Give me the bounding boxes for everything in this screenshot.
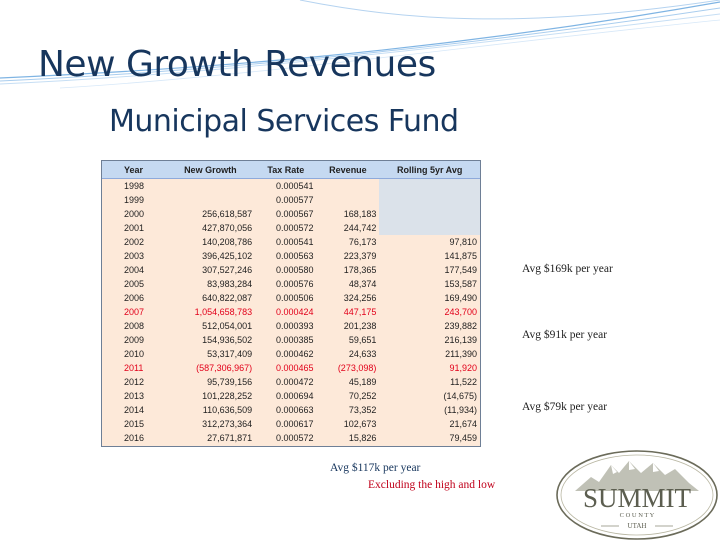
- cell-rolling-avg: 153,587: [444, 279, 477, 289]
- cell-tax-rate: 0.000472: [276, 377, 314, 387]
- table-row: [102, 207, 480, 221]
- column-header-tax-rate: Tax Rate: [255, 161, 316, 179]
- note-excluding-high-low: Excluding the high and low: [368, 479, 496, 491]
- cell-year: 2016: [124, 433, 145, 443]
- column-header-rolling-avg: Rolling 5yr Avg: [379, 161, 480, 179]
- revenue-table: [101, 160, 481, 447]
- cell-year: 2000: [124, 209, 145, 219]
- cell-year: 2008: [124, 321, 145, 331]
- cell-year: 1998: [124, 181, 145, 191]
- cell-tax-rate: 0.000572: [276, 223, 314, 233]
- cell-revenue: 447,175: [343, 307, 377, 317]
- cell-tax-rate: 0.000577: [276, 195, 314, 205]
- cell-rolling-avg: 21,674: [449, 419, 477, 429]
- cell-revenue: [317, 179, 380, 194]
- cell-new-growth: 27,671,871: [207, 433, 253, 443]
- table-row: [102, 333, 480, 347]
- table-row: [102, 221, 480, 235]
- cell-tax-rate: 0.000567: [276, 209, 314, 219]
- note-avg-117k: Avg $117k per year: [330, 462, 421, 474]
- cell-new-growth: 256,618,587: [202, 209, 253, 219]
- table-row: [102, 235, 480, 249]
- cell-new-growth: 1,054,658,783: [194, 307, 253, 317]
- table-row: [102, 347, 480, 361]
- cell-rolling-avg: 177,549: [444, 265, 477, 275]
- table-row: [102, 277, 480, 291]
- cell-rolling-avg: [379, 207, 480, 221]
- cell-tax-rate: 0.000572: [276, 433, 314, 443]
- cell-rolling-avg: 239,882: [444, 321, 477, 331]
- cell-tax-rate: 0.000563: [276, 251, 314, 261]
- table-row: [102, 389, 480, 403]
- cell-revenue: 15,826: [348, 433, 377, 443]
- cell-rolling-avg: 211,390: [445, 349, 477, 359]
- note-avg-79k: Avg $79k per year: [522, 401, 608, 413]
- table-row: [102, 431, 480, 445]
- cell-year: 2003: [124, 251, 145, 261]
- table-row: [102, 263, 480, 277]
- column-header-year: Year: [102, 161, 166, 179]
- cell-revenue: 59,651: [348, 335, 377, 345]
- cell-rolling-avg: [379, 193, 480, 207]
- cell-year: 2002: [124, 237, 145, 247]
- cell-revenue: 73,352: [348, 405, 377, 415]
- revenue-table-grid: [102, 161, 480, 445]
- cell-revenue: 223,379: [343, 251, 377, 261]
- cell-tax-rate: 0.000541: [276, 237, 314, 247]
- cell-new-growth: 512,054,001: [202, 321, 253, 331]
- cell-year: 2007: [124, 307, 145, 317]
- cell-year: 2005: [124, 279, 145, 289]
- cell-new-growth: 95,739,156: [207, 377, 253, 387]
- cell-tax-rate: 0.000576: [276, 279, 314, 289]
- cell-year: 2004: [124, 265, 145, 275]
- cell-revenue: 45,189: [348, 377, 377, 387]
- cell-new-growth: 53,317,409: [207, 349, 253, 359]
- table-row: [102, 361, 480, 375]
- cell-revenue: 48,374: [348, 279, 377, 289]
- cell-year: 2009: [124, 335, 145, 345]
- cell-year: 1999: [124, 195, 145, 205]
- cell-revenue: 244,742: [343, 223, 377, 233]
- table-row: [102, 375, 480, 389]
- column-header-new-growth: New Growth: [166, 161, 256, 179]
- cell-revenue: (273,098): [337, 363, 377, 373]
- cell-rolling-avg: [379, 221, 480, 235]
- cell-tax-rate: 0.000424: [276, 307, 314, 317]
- table-row: [102, 319, 480, 333]
- cell-tax-rate: 0.000663: [276, 405, 314, 415]
- cell-year: 2012: [124, 377, 145, 387]
- cell-rolling-avg: 79,459: [449, 433, 477, 443]
- cell-new-growth: 101,228,252: [202, 391, 253, 401]
- cell-year: 2015: [124, 419, 145, 429]
- cell-rolling-avg: [379, 179, 480, 194]
- table-row: [102, 417, 480, 431]
- table-row: [102, 193, 480, 207]
- cell-tax-rate: 0.000541: [276, 181, 314, 191]
- cell-new-growth: 396,425,102: [202, 251, 253, 261]
- cell-revenue: 178,365: [343, 265, 377, 275]
- logo-county: C O U N T Y: [619, 512, 655, 519]
- cell-revenue: [317, 193, 380, 207]
- cell-rolling-avg: (14,675): [443, 391, 477, 401]
- table-row: [102, 291, 480, 305]
- cell-revenue: 76,173: [348, 237, 377, 247]
- cell-rolling-avg: 216,139: [444, 335, 477, 345]
- cell-new-growth: [166, 179, 256, 194]
- table-row: [102, 305, 480, 319]
- cell-tax-rate: 0.000580: [276, 265, 314, 275]
- cell-new-growth: 427,870,056: [202, 223, 253, 233]
- cell-revenue: 324,256: [343, 293, 377, 303]
- cell-year: 2001: [124, 223, 145, 233]
- cell-new-growth: 154,936,502: [202, 335, 253, 345]
- cell-revenue: 70,252: [348, 391, 377, 401]
- cell-tax-rate: 0.000385: [276, 335, 314, 345]
- cell-new-growth: [166, 193, 256, 207]
- cell-new-growth: 110,636,509: [202, 405, 253, 415]
- cell-year: 2006: [124, 293, 145, 303]
- cell-year: 2010: [124, 349, 145, 359]
- table-header-row: [102, 161, 480, 179]
- cell-rolling-avg: (11,934): [444, 405, 477, 415]
- cell-new-growth: (587,306,967): [196, 363, 253, 373]
- cell-tax-rate: 0.000465: [276, 363, 314, 373]
- cell-new-growth: 312,273,364: [202, 419, 253, 429]
- cell-revenue: 201,238: [343, 321, 377, 331]
- cell-tax-rate: 0.000462: [276, 349, 314, 359]
- cell-rolling-avg: 97,810: [449, 237, 477, 247]
- cell-revenue: 102,673: [343, 419, 377, 429]
- table-row: [102, 179, 480, 194]
- note-avg-169k: Avg $169k per year: [522, 263, 613, 275]
- cell-new-growth: 140,208,786: [202, 237, 253, 247]
- cell-rolling-avg: 141,875: [444, 251, 477, 261]
- cell-rolling-avg: 11,522: [450, 377, 477, 387]
- cell-new-growth: 640,822,087: [202, 293, 253, 303]
- column-header-revenue: Revenue: [317, 161, 380, 179]
- cell-tax-rate: 0.000393: [276, 321, 314, 331]
- cell-tax-rate: 0.000617: [276, 419, 314, 429]
- logo-name: SUMMIT: [582, 483, 692, 513]
- table-row: [102, 403, 480, 417]
- summit-county-logo: [553, 447, 719, 540]
- cell-rolling-avg: 91,920: [449, 363, 477, 373]
- cell-rolling-avg: 169,490: [444, 293, 477, 303]
- cell-tax-rate: 0.000694: [276, 391, 314, 401]
- cell-revenue: 168,183: [343, 209, 377, 219]
- cell-tax-rate: 0.000506: [276, 293, 314, 303]
- cell-revenue: 24,633: [348, 349, 377, 359]
- cell-new-growth: 83,983,284: [207, 279, 253, 289]
- cell-year: 2011: [124, 363, 144, 373]
- logo-state: UTAH: [627, 522, 647, 530]
- cell-year: 2013: [124, 391, 145, 401]
- cell-new-growth: 307,527,246: [202, 265, 253, 275]
- table-row: [102, 249, 480, 263]
- cell-year: 2014: [124, 405, 145, 415]
- slide-title: New Growth Revenues: [38, 44, 436, 85]
- slide-subtitle: Municipal Services Fund: [109, 104, 459, 139]
- table-body: [102, 179, 480, 446]
- note-avg-91k: Avg $91k per year: [522, 329, 608, 341]
- cell-rolling-avg: 243,700: [444, 307, 477, 317]
